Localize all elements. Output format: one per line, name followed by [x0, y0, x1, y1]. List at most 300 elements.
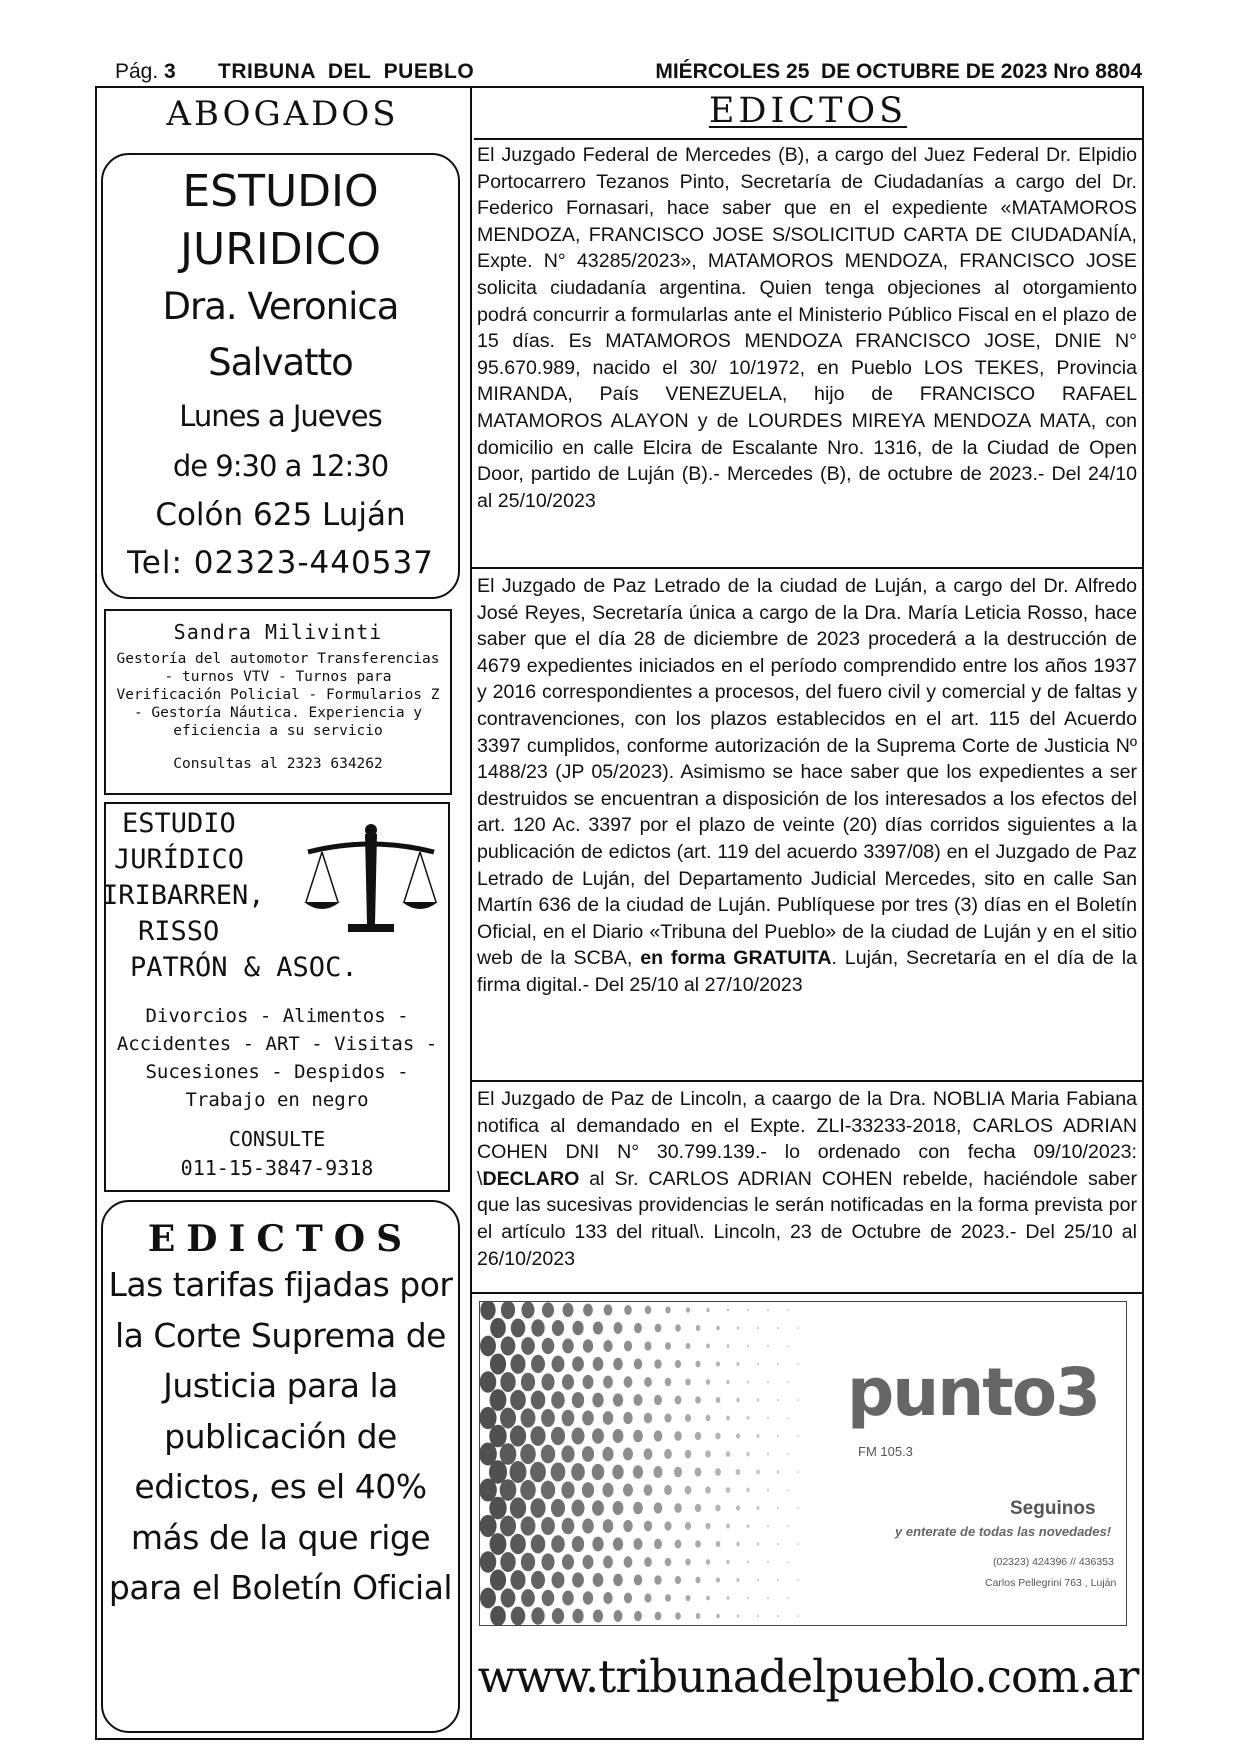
- pattern-dot: [541, 1373, 554, 1390]
- edicto-destruccion-expedientes: El Juzgado de Paz Letrado de la ciudad de Luján, a cargo del Dr. Alfredo José Reyes, Secretaría única a cargo de la Dra. María Leticia Rosso, hace saber que el día 28 de diciembre de 2023 procederá a la destrucción de 4679 expedientes iniciados en el período comprendido entre los años 1937 y 2016 correspondientes a procesos, del fuero civil y comercial y de faltas y contravenciones, con los plazos establecidos en el art. 115 del Acuerdo 3397 cumplidos, conforme autorización de la Suprema Corte de Justicia Nº 1488/23 (JP 05/2023). Asimismo se hace saber que los expedientes a ser destruidos se encuentran a disposición de los interesados a los efectos del art. 120 Ac. 3397 por el plazo de veinte (20) días corridos siguientes a la publicación de edictos (art. 119 del acuerdo 3397/08) en el Juzgado de Paz Letrado de Luján, del Departamento Judicial Mercedes, sito en calle San Martín 636 de la ciudad de Luján. Publíquese por tres (3) días en el Boletín Oficial, en el Diario «Tribuna del Pueblo» de la ciudad de Luján y en el sitio web de la SCBA, en forma GRATUITA. Luján, Secretaría en el día de la firma digital.- Del 25/10 al 27/10/2023: [477, 575, 1137, 996]
- pattern-dot: [511, 1607, 526, 1626]
- pattern-dot: [521, 1373, 535, 1392]
- pattern-dot: [787, 1597, 789, 1600]
- pattern-dot: [480, 1407, 497, 1429]
- ad-description: Gestoría del automotor Transferencias - turnos VTV - Turnos para Verificación Policial - Formularios Z - Gestoría Náutica. Experiencia y eficiencia a su servicio: [116, 651, 440, 739]
- ad-contact: [106, 1125, 448, 1183]
- pattern-dot: [726, 1451, 731, 1457]
- pattern-dot: [613, 1574, 623, 1586]
- pattern-dot: [510, 1425, 526, 1446]
- pattern-dot: [521, 1408, 536, 1427]
- pattern-dot: [686, 1307, 690, 1313]
- pattern-dot: [706, 1559, 710, 1565]
- pattern-dot: [521, 1302, 534, 1319]
- pattern-dot: [665, 1594, 671, 1602]
- ad-line: de 9:30 a 12:30: [172, 449, 389, 483]
- pattern-dot: [757, 1363, 759, 1366]
- pattern-dot: [593, 1573, 604, 1587]
- pattern-dot: [737, 1614, 739, 1617]
- pattern-dot: [582, 1518, 594, 1533]
- pattern-dot: [633, 1430, 643, 1443]
- pattern-dot: [737, 1578, 740, 1582]
- pattern-dot: [633, 1538, 642, 1550]
- pattern-dot: [562, 1410, 575, 1427]
- pattern-dot: [727, 1344, 730, 1348]
- pattern-dot: [767, 1561, 769, 1564]
- pattern-dot: [480, 1515, 497, 1537]
- ad-gestoria-milivinti: [104, 609, 452, 795]
- pattern-dot: [572, 1428, 585, 1445]
- pattern-dot: [777, 1435, 779, 1438]
- pattern-dot: [767, 1381, 769, 1384]
- pattern-dot: [645, 1306, 652, 1314]
- pattern-dot: [613, 1501, 624, 1515]
- ad-line: RISSO: [138, 916, 220, 947]
- pattern-dot: [572, 1536, 584, 1552]
- pattern-dot: [787, 1525, 789, 1528]
- section-title-abogados: ABOGADOS: [166, 94, 399, 134]
- pattern-dot: [654, 1395, 662, 1405]
- pattern-dot: [531, 1391, 546, 1410]
- pattern-dot: [552, 1356, 565, 1373]
- pattern-dot: [501, 1588, 516, 1607]
- pattern-dot: [561, 1481, 574, 1498]
- scales-of-justice-icon: [302, 822, 440, 942]
- column-divider: [470, 88, 472, 1738]
- pattern-dot: [521, 1553, 535, 1572]
- pattern-dot: [675, 1396, 682, 1405]
- pattern-dot: [593, 1321, 603, 1334]
- pattern-dot: [572, 1321, 583, 1336]
- pattern-dot: [582, 1410, 594, 1425]
- pattern-dot: [520, 1480, 536, 1500]
- pattern-dot: [592, 1500, 604, 1515]
- pattern-dot: [696, 1325, 701, 1331]
- pattern-dot: [777, 1399, 779, 1402]
- pattern-dot: [675, 1360, 681, 1368]
- pattern-dot: [592, 1464, 605, 1480]
- pattern-dot: [562, 1554, 574, 1570]
- pattern-dot: [787, 1561, 789, 1564]
- ad-line: Dra. Veronica: [162, 285, 399, 328]
- pattern-dot: [767, 1525, 769, 1528]
- pattern-dot: [706, 1308, 709, 1312]
- pattern-dot: [767, 1309, 769, 1312]
- pattern-dot: [500, 1516, 516, 1537]
- pattern-dot: [685, 1522, 691, 1530]
- pattern-dot: [521, 1589, 535, 1607]
- pattern-dot: [737, 1362, 740, 1366]
- pattern-dot: [634, 1611, 642, 1621]
- pattern-dot: [654, 1502, 663, 1513]
- pattern-dot: [665, 1342, 671, 1350]
- pattern-dot: [716, 1614, 720, 1619]
- pattern-dot: [531, 1571, 545, 1589]
- pattern-dot: [644, 1593, 651, 1602]
- pattern-dot: [563, 1303, 574, 1317]
- pattern-dot: [531, 1355, 545, 1373]
- pattern-dot: [736, 1505, 740, 1510]
- pattern-dot: [500, 1552, 515, 1572]
- pattern-dot: [695, 1396, 701, 1404]
- pattern-dot: [572, 1500, 585, 1517]
- consult-label: CONSULTE: [228, 1127, 326, 1151]
- ad-contact: Consultas al 2323 634262: [173, 756, 383, 772]
- pattern-dot: [644, 1341, 651, 1350]
- notice-text: Las tarifas fijadas por la Corte Suprema de Justicia para la publicación de edictos, es el 40% más de la que rige para el Boletín Oficial: [108, 1265, 453, 1607]
- pattern-dot: [706, 1379, 710, 1385]
- pattern-dot: [593, 1609, 603, 1622]
- pattern-dot: [757, 1542, 760, 1545]
- pattern-dot: [583, 1555, 594, 1569]
- pattern-dot: [531, 1319, 544, 1336]
- pattern-dot: [757, 1327, 759, 1330]
- pattern-dot: [797, 1399, 799, 1402]
- pattern-dot: [530, 1426, 545, 1446]
- pattern-dot: [685, 1450, 692, 1459]
- pattern-dot: [797, 1327, 799, 1330]
- pattern-dot: [664, 1449, 672, 1459]
- pattern-dot: [551, 1499, 565, 1517]
- ad-description: Divorcios - Alimentos - Accidentes - ART - Visitas - Sucesiones - Despidos - Trabajo en negro: [116, 1005, 438, 1111]
- pattern-dot: [655, 1324, 662, 1333]
- pattern-dot: [603, 1556, 613, 1569]
- pattern-dot: [552, 1608, 564, 1624]
- pattern-dot: [490, 1389, 507, 1411]
- pattern-dot: [726, 1560, 729, 1564]
- pattern-dot: [552, 1320, 564, 1336]
- pattern-dot: [603, 1376, 613, 1389]
- ad-estudio-juridico-salvatto: [101, 153, 460, 599]
- pattern-dot: [562, 1591, 574, 1606]
- pattern-dot: [686, 1343, 691, 1349]
- website-url[interactable]: www.tribunadelpueblo.com.ar: [477, 1650, 1139, 1703]
- pattern-dot: [674, 1431, 682, 1441]
- pattern-dot: [613, 1537, 623, 1550]
- section-title-edictos: EDICTOS: [474, 88, 1142, 140]
- pattern-dot: [633, 1465, 643, 1478]
- pattern-dot: [644, 1557, 652, 1567]
- pattern-dot: [602, 1447, 613, 1461]
- pattern-dot: [602, 1483, 613, 1497]
- pattern-dot: [746, 1452, 749, 1456]
- pattern-dot: [500, 1408, 516, 1429]
- pattern-dot: [592, 1428, 604, 1443]
- pattern-dot: [500, 1479, 517, 1501]
- pattern-dot: [603, 1592, 612, 1604]
- pattern-dot: [510, 1461, 527, 1483]
- pattern-dot: [561, 1445, 574, 1462]
- pattern-dot: [623, 1520, 632, 1532]
- pattern-dot: [716, 1326, 720, 1331]
- pattern-dot: [665, 1558, 672, 1567]
- pattern-dot: [654, 1430, 663, 1441]
- pattern-dot: [757, 1398, 760, 1401]
- pattern-dot: [644, 1521, 652, 1532]
- pattern-dot: [624, 1341, 632, 1352]
- pattern-dot: [654, 1359, 661, 1369]
- pattern-dot: [531, 1535, 546, 1554]
- pattern-dot: [757, 1615, 759, 1618]
- pattern-dot: [510, 1390, 526, 1410]
- ad-line: PATRÓN & ASOC.: [130, 952, 358, 983]
- radio-brand: punto3: [847, 1354, 1100, 1431]
- pattern-dot: [695, 1467, 702, 1476]
- pattern-dot: [747, 1381, 749, 1384]
- issue-date: MIÉRCOLES 25 DE OCTUBRE DE 2023 Nro 8804: [655, 60, 1142, 83]
- pattern-dot: [675, 1324, 681, 1331]
- pattern-dot: [777, 1363, 779, 1366]
- ad-phone: (02323) 424396 // 436353: [993, 1556, 1114, 1568]
- pattern-dot: [787, 1309, 789, 1312]
- pattern-dot: [614, 1610, 623, 1622]
- pattern-dot: [747, 1309, 749, 1312]
- ad-phone: Tel: 02323-440537: [127, 545, 434, 581]
- pattern-dot: [510, 1497, 526, 1518]
- pattern-dot: [521, 1337, 535, 1355]
- pattern-dot: [747, 1345, 749, 1348]
- pattern-dot: [500, 1443, 517, 1465]
- pattern-dot: [541, 1517, 555, 1535]
- pattern-dot: [541, 1409, 555, 1427]
- pattern-dot: [675, 1612, 681, 1619]
- notice-tarifas-edictos: [101, 1200, 460, 1733]
- pattern-dot: [562, 1374, 574, 1390]
- pattern-dot: [737, 1326, 739, 1329]
- pattern-dot: [644, 1413, 652, 1424]
- ad-address: Colón 625 Luján: [155, 497, 406, 533]
- pattern-dot: [603, 1519, 614, 1533]
- pattern-dot: [797, 1471, 799, 1474]
- pattern-dot: [644, 1377, 652, 1387]
- pattern-dot: [727, 1309, 729, 1312]
- pattern-dot: [551, 1391, 565, 1409]
- pattern-dot: [490, 1606, 506, 1626]
- pattern-dot: [592, 1537, 603, 1552]
- notice-title: EDICTOS: [147, 1218, 414, 1260]
- pattern-dot: [664, 1413, 671, 1422]
- pattern-dot: [552, 1572, 565, 1589]
- ad-line: Salvatto: [208, 341, 353, 384]
- pattern-dot: [572, 1572, 584, 1587]
- pattern-dot: [736, 1398, 740, 1403]
- pattern-dot: [777, 1579, 779, 1582]
- pattern-dot: [747, 1524, 750, 1528]
- pattern-dot: [726, 1415, 730, 1420]
- pattern-dot: [686, 1595, 691, 1601]
- pattern-dot: [655, 1612, 662, 1621]
- pattern-dot: [685, 1558, 691, 1565]
- newspaper-name: TRIBUNA DEL PUEBLO: [218, 60, 475, 83]
- pattern-dot: [592, 1393, 603, 1408]
- pattern-dot: [480, 1588, 496, 1609]
- edicto-lincoln: El Juzgado de Paz de Lincoln, a caargo de la Dra. NOBLIA Maria Fabiana notifica al demandado en el Expte. ZLI-33233-2018, CARLOS ADRIAN COHEN DNI N° 30.799.139.- lo ordenado con fecha 09/10/2023: \DECLARO al Sr. CARLOS ADRIAN COHEN rebelde, haciéndole saber que las sucesivas providencias le serán notificadas en la forma prevista por el artículo 133 del ritual\. Lincoln, 23 de Octubre de 2023.- Del 25/10 al 26/10/2023: [477, 1088, 1137, 1270]
- pattern-dot: [613, 1358, 623, 1370]
- pattern-dot: [614, 1322, 623, 1334]
- pattern-dot: [583, 1375, 594, 1389]
- pattern-dot: [747, 1561, 749, 1564]
- pattern-dot: [542, 1590, 555, 1606]
- pattern-dot: [583, 1591, 593, 1605]
- pattern-dot: [582, 1446, 594, 1462]
- pattern-dot: [797, 1615, 799, 1618]
- pattern-dot: [787, 1345, 789, 1348]
- divider: [472, 1080, 1142, 1082]
- pattern-dot: [767, 1453, 769, 1456]
- pattern-dot: [500, 1372, 515, 1392]
- pattern-dot: [551, 1462, 566, 1481]
- pattern-dot: [726, 1523, 730, 1528]
- ad-punto3-radio: [479, 1301, 1127, 1626]
- pattern-dot: [787, 1417, 789, 1420]
- pattern-dot: [797, 1363, 799, 1366]
- pattern-dot: [664, 1521, 671, 1530]
- pattern-dot: [582, 1482, 594, 1498]
- ad-line: IRIBARREN,: [102, 880, 265, 911]
- pattern-dot: [715, 1468, 721, 1476]
- pattern-dot: [675, 1540, 682, 1549]
- pattern-dot: [572, 1356, 584, 1371]
- pattern-dot: [562, 1339, 574, 1354]
- pattern-dot: [797, 1435, 799, 1438]
- pattern-dot: [654, 1539, 662, 1549]
- pattern-dot: [530, 1498, 545, 1518]
- pattern-dot: [695, 1540, 701, 1548]
- pattern-dot: [634, 1574, 643, 1585]
- pattern-dot: [510, 1534, 526, 1554]
- pattern-dot: [726, 1487, 731, 1493]
- pattern-dot: [501, 1336, 516, 1355]
- pattern-dot: [716, 1397, 721, 1403]
- pattern-dot: [654, 1575, 661, 1585]
- pattern-dot: [623, 1448, 633, 1461]
- pattern-dot: [542, 1338, 555, 1354]
- pattern-dot: [572, 1609, 583, 1624]
- pattern-dot: [490, 1318, 506, 1338]
- pattern-dot: [706, 1596, 710, 1601]
- pattern-dot: [603, 1411, 614, 1425]
- pattern-dot: [777, 1615, 779, 1618]
- pattern-dot: [665, 1306, 670, 1313]
- pattern-dot: [501, 1302, 515, 1319]
- pattern-dot: [633, 1502, 643, 1515]
- pattern-dot: [490, 1533, 507, 1555]
- pattern-dot: [551, 1535, 565, 1553]
- pattern-dot: [756, 1470, 760, 1475]
- pattern-dot: [480, 1551, 496, 1572]
- pattern-dot: [511, 1319, 526, 1338]
- pattern-dot: [624, 1376, 633, 1387]
- pattern-dot: [797, 1579, 799, 1582]
- pattern-dot: [480, 1302, 495, 1320]
- pattern-dot: [757, 1579, 759, 1582]
- pattern-dot: [767, 1345, 769, 1348]
- ad-line: JURÍDICO: [114, 844, 245, 875]
- pattern-dot: [644, 1484, 653, 1496]
- pattern-dot: [777, 1327, 779, 1330]
- pattern-dot: [797, 1507, 799, 1510]
- pattern-dot: [634, 1323, 642, 1333]
- pattern-dot: [705, 1486, 711, 1493]
- pattern-dot: [644, 1448, 653, 1460]
- pattern-dot: [705, 1450, 711, 1457]
- pattern-dot: [756, 1506, 759, 1510]
- ad-line: ESTUDIO: [182, 166, 379, 217]
- ad-phone: 011-15-3847-9318: [180, 1156, 374, 1180]
- pattern-dot: [623, 1412, 632, 1424]
- ad-slogan-sub: y enterate de todas las novedades!: [895, 1524, 1112, 1539]
- pattern-dot: [520, 1444, 536, 1464]
- divider: [472, 567, 1142, 569]
- pattern-dot: [613, 1429, 624, 1443]
- pattern-dot: [624, 1593, 632, 1604]
- pattern-dot: [695, 1361, 700, 1368]
- pattern-dot: [736, 1542, 740, 1547]
- pattern-dot: [634, 1358, 643, 1369]
- pattern-dot: [685, 1486, 692, 1495]
- pattern-dot: [767, 1597, 769, 1600]
- pattern-dot: [510, 1570, 525, 1590]
- pattern-dot: [604, 1304, 613, 1315]
- ad-name: Sandra Milivinti: [173, 620, 383, 644]
- pattern-dot: [653, 1466, 662, 1478]
- pattern-dot: [746, 1488, 749, 1492]
- pattern-dot: [767, 1417, 769, 1420]
- pattern-dot: [480, 1371, 496, 1392]
- pattern-dot: [777, 1470, 780, 1473]
- pattern-dot: [541, 1445, 555, 1464]
- ad-line: ESTUDIO: [122, 808, 236, 839]
- pattern-dot: [541, 1553, 554, 1570]
- pattern-dot: [521, 1516, 536, 1535]
- pattern-dot: [736, 1469, 741, 1475]
- pattern-dot: [716, 1541, 721, 1547]
- pattern-dot: [695, 1577, 700, 1584]
- pattern-dot: [715, 1433, 720, 1440]
- pattern-dot: [787, 1381, 789, 1384]
- pattern-dot: [715, 1505, 720, 1512]
- pattern-dot: [562, 1518, 575, 1535]
- divider: [472, 1292, 1142, 1294]
- pattern-dot: [613, 1393, 623, 1406]
- pattern-dot: [531, 1607, 544, 1624]
- pattern-dot: [664, 1485, 672, 1495]
- pattern-dot: [490, 1569, 506, 1590]
- pattern-dot: [767, 1489, 769, 1492]
- pattern-dot: [695, 1432, 701, 1440]
- pattern-dot: [593, 1357, 604, 1371]
- pattern-dot: [777, 1543, 779, 1546]
- pattern-dot: [541, 1481, 555, 1500]
- pattern-dot: [623, 1484, 633, 1497]
- pattern-dot: [695, 1504, 701, 1512]
- pattern-dot: [696, 1613, 701, 1619]
- pattern-dot: [624, 1556, 633, 1567]
- ad-line: JURIDICO: [180, 224, 381, 275]
- pattern-dot: [510, 1354, 525, 1374]
- pattern-dot: [603, 1340, 612, 1352]
- pattern-dot: [542, 1302, 554, 1318]
- pattern-dot: [747, 1597, 749, 1600]
- pattern-dot: [797, 1543, 799, 1546]
- pattern-dot: [706, 1415, 711, 1422]
- ad-slogan: Seguinos: [1010, 1498, 1096, 1519]
- page-number: Pág. 3: [115, 60, 176, 83]
- pattern-dot: [685, 1378, 691, 1385]
- pattern-dot: [675, 1576, 681, 1584]
- pattern-dot: [787, 1489, 789, 1492]
- pattern-dot: [747, 1416, 750, 1420]
